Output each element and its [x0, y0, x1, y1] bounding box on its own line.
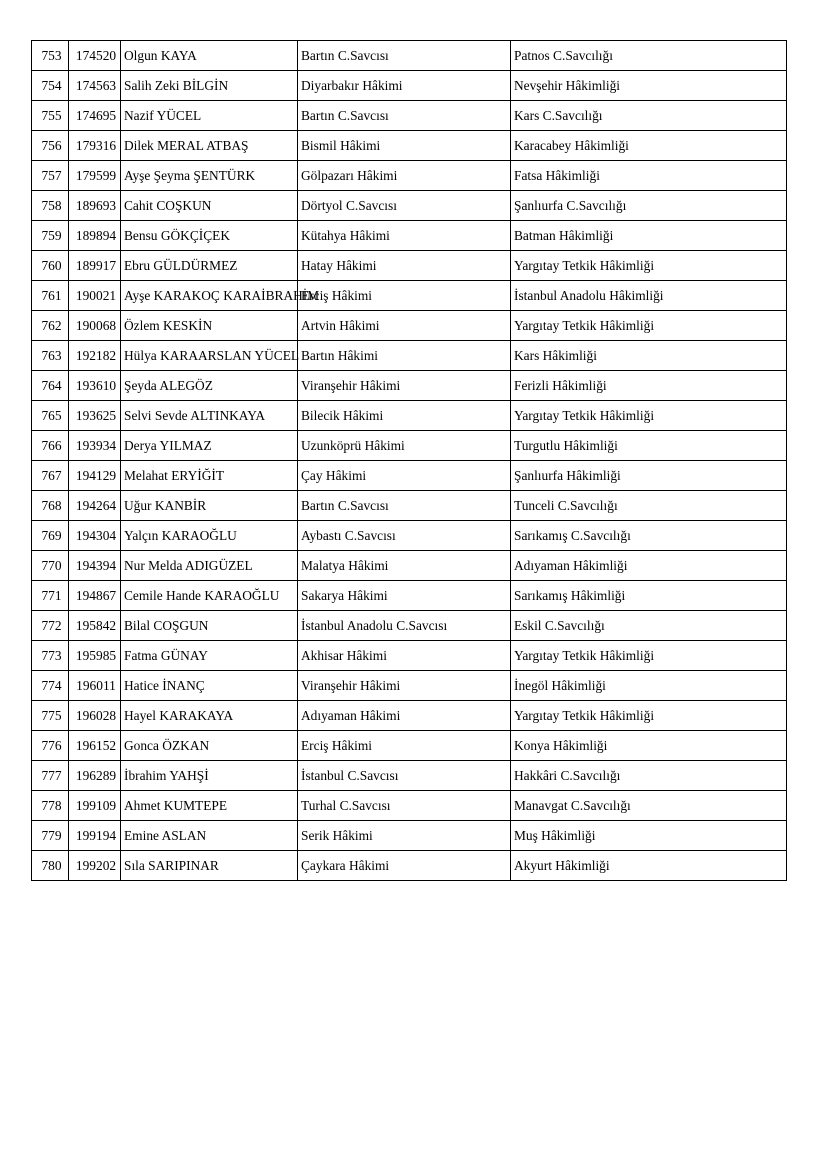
current-post-cell: Kütahya Hâkimi — [298, 221, 511, 251]
registry-number-cell: 189693 — [69, 191, 121, 221]
person-name-cell: Ayşe KARAKOÇ KARAİBRAHİM — [121, 281, 298, 311]
registry-number-cell: 195985 — [69, 641, 121, 671]
table-row — [32, 641, 787, 671]
current-post-cell: Serik Hâkimi — [298, 821, 511, 851]
new-post-cell: Kars C.Savcılığı — [511, 101, 787, 131]
registry-number-cell: 189917 — [69, 251, 121, 281]
person-name-cell: Özlem KESKİN — [121, 311, 298, 341]
row-number-cell: 764 — [32, 371, 69, 401]
table-row — [32, 791, 787, 821]
row-number-cell: 754 — [32, 71, 69, 101]
new-post-cell: Yargıtay Tetkik Hâkimliği — [511, 251, 787, 281]
table-row — [32, 431, 787, 461]
table-row — [32, 611, 787, 641]
new-post-cell: Adıyaman Hâkimliği — [511, 551, 787, 581]
row-number-cell: 779 — [32, 821, 69, 851]
person-name-cell: Emine ASLAN — [121, 821, 298, 851]
current-post-cell: Hatay Hâkimi — [298, 251, 511, 281]
new-post-cell: Kars Hâkimliği — [511, 341, 787, 371]
row-number-cell: 762 — [32, 311, 69, 341]
current-post-cell: Diyarbakır Hâkimi — [298, 71, 511, 101]
person-name-cell: Bilal COŞGUN — [121, 611, 298, 641]
person-name-cell: Ayşe Şeyma ŞENTÜRK — [121, 161, 298, 191]
row-number-cell: 758 — [32, 191, 69, 221]
table-row — [32, 341, 787, 371]
registry-number-cell: 199194 — [69, 821, 121, 851]
registry-number-cell: 196152 — [69, 731, 121, 761]
appointment-table-body — [32, 41, 787, 881]
row-number-cell: 774 — [32, 671, 69, 701]
person-name-cell: Hayel KARAKAYA — [121, 701, 298, 731]
registry-number-cell: 179599 — [69, 161, 121, 191]
table-row — [32, 731, 787, 761]
registry-number-cell: 199109 — [69, 791, 121, 821]
row-number-cell: 761 — [32, 281, 69, 311]
new-post-cell: Akyurt Hâkimliği — [511, 851, 787, 881]
registry-number-cell: 196289 — [69, 761, 121, 791]
registry-number-cell: 195842 — [69, 611, 121, 641]
table-row — [32, 581, 787, 611]
new-post-cell: Ferizli Hâkimliği — [511, 371, 787, 401]
row-number-cell: 778 — [32, 791, 69, 821]
current-post-cell: İstanbul Anadolu C.Savcısı — [298, 611, 511, 641]
row-number-cell: 777 — [32, 761, 69, 791]
table-row — [32, 821, 787, 851]
new-post-cell: Fatsa Hâkimliği — [511, 161, 787, 191]
person-name-cell: Ahmet KUMTEPE — [121, 791, 298, 821]
appointment-table — [31, 40, 787, 881]
current-post-cell: Gölpazarı Hâkimi — [298, 161, 511, 191]
row-number-cell: 765 — [32, 401, 69, 431]
table-row — [32, 491, 787, 521]
current-post-cell: Erciş Hâkimi — [298, 731, 511, 761]
registry-number-cell: 189894 — [69, 221, 121, 251]
row-number-cell: 768 — [32, 491, 69, 521]
current-post-cell: Viranşehir Hâkimi — [298, 671, 511, 701]
new-post-cell: Yargıtay Tetkik Hâkimliği — [511, 641, 787, 671]
new-post-cell: Turgutlu Hâkimliği — [511, 431, 787, 461]
row-number-cell: 769 — [32, 521, 69, 551]
person-name-cell: Bensu GÖKÇİÇEK — [121, 221, 298, 251]
new-post-cell: Şanlıurfa Hâkimliği — [511, 461, 787, 491]
current-post-cell: Akhisar Hâkimi — [298, 641, 511, 671]
person-name-cell: Melahat ERYİĞİT — [121, 461, 298, 491]
table-row — [32, 161, 787, 191]
new-post-cell: Nevşehir Hâkimliği — [511, 71, 787, 101]
new-post-cell: Muş Hâkimliği — [511, 821, 787, 851]
row-number-cell: 760 — [32, 251, 69, 281]
person-name-cell: Ebru GÜLDÜRMEZ — [121, 251, 298, 281]
person-name-cell: Nazif YÜCEL — [121, 101, 298, 131]
row-number-cell: 763 — [32, 341, 69, 371]
current-post-cell: Aybastı C.Savcısı — [298, 521, 511, 551]
table-row — [32, 461, 787, 491]
row-number-cell: 775 — [32, 701, 69, 731]
row-number-cell: 759 — [32, 221, 69, 251]
new-post-cell: Tunceli C.Savcılığı — [511, 491, 787, 521]
table-row — [32, 551, 787, 581]
registry-number-cell: 179316 — [69, 131, 121, 161]
person-name-cell: Hatice İNANÇ — [121, 671, 298, 701]
new-post-cell: Şanlıurfa C.Savcılığı — [511, 191, 787, 221]
row-number-cell: 757 — [32, 161, 69, 191]
table-row — [32, 131, 787, 161]
current-post-cell: Adıyaman Hâkimi — [298, 701, 511, 731]
new-post-cell: Konya Hâkimliği — [511, 731, 787, 761]
new-post-cell: Yargıtay Tetkik Hâkimliği — [511, 401, 787, 431]
current-post-cell: Bilecik Hâkimi — [298, 401, 511, 431]
row-number-cell: 756 — [32, 131, 69, 161]
person-name-cell: Uğur KANBİR — [121, 491, 298, 521]
row-number-cell: 770 — [32, 551, 69, 581]
registry-number-cell: 194867 — [69, 581, 121, 611]
current-post-cell: Bartın Hâkimi — [298, 341, 511, 371]
new-post-cell: Patnos C.Savcılığı — [511, 41, 787, 71]
person-name-cell: Şeyda ALEGÖZ — [121, 371, 298, 401]
row-number-cell: 753 — [32, 41, 69, 71]
current-post-cell: Dörtyol C.Savcısı — [298, 191, 511, 221]
new-post-cell: İstanbul Anadolu Hâkimliği — [511, 281, 787, 311]
current-post-cell: Erciş Hâkimi — [298, 281, 511, 311]
registry-number-cell: 194129 — [69, 461, 121, 491]
current-post-cell: İstanbul C.Savcısı — [298, 761, 511, 791]
new-post-cell: Sarıkamış C.Savcılığı — [511, 521, 787, 551]
table-row — [32, 761, 787, 791]
current-post-cell: Uzunköprü Hâkimi — [298, 431, 511, 461]
row-number-cell: 773 — [32, 641, 69, 671]
current-post-cell: Bartın C.Savcısı — [298, 41, 511, 71]
table-row — [32, 251, 787, 281]
registry-number-cell: 194304 — [69, 521, 121, 551]
row-number-cell: 771 — [32, 581, 69, 611]
person-name-cell: Hülya KARAARSLAN YÜCEL — [121, 341, 298, 371]
person-name-cell: Nur Melda ADIGÜZEL — [121, 551, 298, 581]
current-post-cell: Turhal C.Savcısı — [298, 791, 511, 821]
new-post-cell: Batman Hâkimliği — [511, 221, 787, 251]
current-post-cell: Bismil Hâkimi — [298, 131, 511, 161]
registry-number-cell: 194264 — [69, 491, 121, 521]
current-post-cell: Çaykara Hâkimi — [298, 851, 511, 881]
current-post-cell: Bartın C.Savcısı — [298, 101, 511, 131]
table-row — [32, 701, 787, 731]
table-row — [32, 371, 787, 401]
new-post-cell: Eskil C.Savcılığı — [511, 611, 787, 641]
row-number-cell: 772 — [32, 611, 69, 641]
registry-number-cell: 190068 — [69, 311, 121, 341]
person-name-cell: Yalçın KARAOĞLU — [121, 521, 298, 551]
person-name-cell: Derya YILMAZ — [121, 431, 298, 461]
registry-number-cell: 193625 — [69, 401, 121, 431]
current-post-cell: Çay Hâkimi — [298, 461, 511, 491]
current-post-cell: Artvin Hâkimi — [298, 311, 511, 341]
current-post-cell: Sakarya Hâkimi — [298, 581, 511, 611]
person-name-cell: Cemile Hande KARAOĞLU — [121, 581, 298, 611]
person-name-cell: Salih Zeki BİLGİN — [121, 71, 298, 101]
person-name-cell: İbrahim YAHŞİ — [121, 761, 298, 791]
registry-number-cell: 190021 — [69, 281, 121, 311]
new-post-cell: İnegöl Hâkimliği — [511, 671, 787, 701]
registry-number-cell: 192182 — [69, 341, 121, 371]
current-post-cell: Malatya Hâkimi — [298, 551, 511, 581]
table-row — [32, 851, 787, 881]
new-post-cell: Yargıtay Tetkik Hâkimliği — [511, 311, 787, 341]
table-row — [32, 71, 787, 101]
current-post-cell: Bartın C.Savcısı — [298, 491, 511, 521]
table-row — [32, 311, 787, 341]
new-post-cell: Hakkâri C.Savcılığı — [511, 761, 787, 791]
registry-number-cell: 174695 — [69, 101, 121, 131]
row-number-cell: 776 — [32, 731, 69, 761]
table-row — [32, 671, 787, 701]
table-row — [32, 191, 787, 221]
current-post-cell: Viranşehir Hâkimi — [298, 371, 511, 401]
person-name-cell: Fatma GÜNAY — [121, 641, 298, 671]
table-row — [32, 401, 787, 431]
person-name-cell: Gonca ÖZKAN — [121, 731, 298, 761]
registry-number-cell: 174563 — [69, 71, 121, 101]
row-number-cell: 755 — [32, 101, 69, 131]
person-name-cell: Sıla SARIPINAR — [121, 851, 298, 881]
registry-number-cell: 193934 — [69, 431, 121, 461]
new-post-cell: Sarıkamış Hâkimliği — [511, 581, 787, 611]
registry-number-cell: 199202 — [69, 851, 121, 881]
person-name-cell: Olgun KAYA — [121, 41, 298, 71]
registry-number-cell: 196011 — [69, 671, 121, 701]
new-post-cell: Yargıtay Tetkik Hâkimliği — [511, 701, 787, 731]
registry-number-cell: 196028 — [69, 701, 121, 731]
new-post-cell: Manavgat C.Savcılığı — [511, 791, 787, 821]
person-name-cell: Selvi Sevde ALTINKAYA — [121, 401, 298, 431]
row-number-cell: 766 — [32, 431, 69, 461]
row-number-cell: 780 — [32, 851, 69, 881]
person-name-cell: Dilek MERAL ATBAŞ — [121, 131, 298, 161]
table-row — [32, 101, 787, 131]
table-row — [32, 41, 787, 71]
person-name-cell: Cahit COŞKUN — [121, 191, 298, 221]
table-row — [32, 281, 787, 311]
table-row — [32, 521, 787, 551]
new-post-cell: Karacabey Hâkimliği — [511, 131, 787, 161]
row-number-cell: 767 — [32, 461, 69, 491]
registry-number-cell: 194394 — [69, 551, 121, 581]
table-row — [32, 221, 787, 251]
registry-number-cell: 174520 — [69, 41, 121, 71]
registry-number-cell: 193610 — [69, 371, 121, 401]
